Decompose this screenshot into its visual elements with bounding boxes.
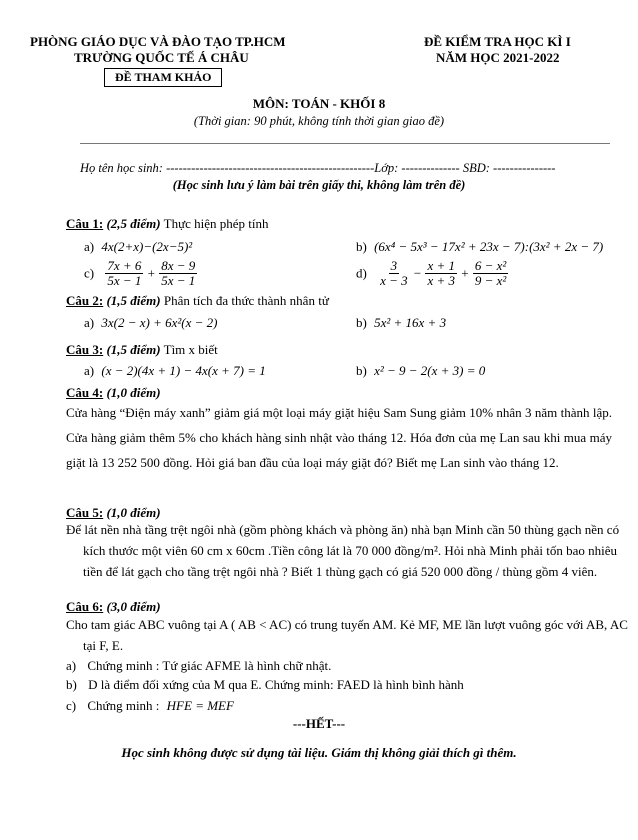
name-label: Họ tên học sinh: [80, 161, 163, 175]
q1c-operator: + [147, 265, 155, 281]
q6-body: Cho tam giác ABC vuông tại A ( AB < AC) có trung tuyến AM. Kẻ MF, ME lần lượt vuông góc với AB, AC tại F, E. [66, 617, 628, 653]
q1d-f2-den: x + 3 [427, 273, 456, 288]
q1a-expression: 4x(2+x)−(2x−5)² [101, 239, 193, 254]
name-blank: -------------------------------------------------- [162, 161, 375, 175]
q2a-label: a) [84, 315, 95, 330]
q1d [356, 259, 509, 288]
q2b-label: b) [356, 315, 367, 330]
divider [80, 143, 610, 144]
q5-label: Câu 5: [66, 505, 104, 520]
q6b [66, 677, 464, 693]
q1d-operator-1: − [413, 265, 422, 281]
q6a [66, 658, 331, 674]
school-name: TRƯỜNG QUỐC TẾ Á CHÂU [74, 50, 249, 65]
q3-points: (1,5 điểm) [106, 342, 161, 357]
q1c-f2-den: 5x − 1 [161, 273, 196, 288]
q1c-fraction-1 [105, 259, 143, 288]
q6b-text: D là điểm đối xứng của M qua E. Chứng minh: FAED là hình bình hành [88, 677, 464, 692]
duration-note: (Thời gian: 90 phút, không tính thời gian giao đề) [193, 114, 445, 128]
q3-heading [66, 342, 218, 358]
q3a [84, 363, 266, 379]
q2a-expression: 3x(2 − x) + 6x²(x − 2) [101, 315, 218, 330]
q1d-fraction-3 [473, 259, 508, 288]
q1d-fraction-2 [425, 259, 457, 288]
q1-label: Câu 1: [66, 216, 104, 231]
q6c-label: c) [66, 698, 77, 713]
q6c [66, 698, 234, 714]
q1c-f1-den: 5x − 1 [107, 273, 142, 288]
q3-label: Câu 3: [66, 342, 104, 357]
q4-body: Cửa hàng “Điện máy xanh” giảm giá một loại máy giặt hiệu Sam Sung giảm 10% nhân 3 năm thành lập. Cửa hàng giảm thêm 5% cho khách hàng sinh nhật vào tháng 12. Hóa đơn của mẹ Lan sau khi mua máy giặt là 13 252 500 đồng. Hỏi giá ban đầu của loại máy giặt đó? Biết mẹ Lan sinh vào tháng 12. [66, 405, 612, 470]
exam-note: (Học sinh lưu ý làm bài trên giấy thi, không làm trên đề) [172, 178, 466, 192]
class-blank: -------------- [398, 161, 460, 175]
q1d-label: d) [356, 265, 367, 281]
q6c-expression: HFE = MEF [166, 698, 234, 713]
q1c-fraction-2 [159, 259, 197, 288]
department-name: PHÒNG GIÁO DỤC VÀ ĐÀO TẠO TP.HCM [30, 34, 286, 49]
q3b-expression: x² − 9 − 2(x + 3) = 0 [374, 363, 486, 378]
end-marker: ---HẾT--- [292, 716, 346, 731]
q1d-f1-den: x − 3 [380, 273, 408, 288]
school-year: NĂM HỌC 2021-2022 [436, 50, 560, 65]
q1b [356, 239, 603, 255]
q2-points: (1,5 điểm) [106, 293, 161, 308]
q6a-label: a) [66, 658, 77, 673]
q3a-expression: (x − 2)(4x + 1) − 4x(x + 7) = 1 [101, 363, 266, 378]
q1c-f1-num: 7x + 6 [107, 258, 142, 273]
sbd-label: SBD: [462, 161, 490, 175]
q1d-f3-num: 6 − x² [474, 258, 507, 273]
footer-note: Học sinh không được sử dụng tài liệu. Giám thị không giải thích gì thêm. [121, 745, 517, 760]
q3a-label: a) [84, 363, 95, 378]
q2a [84, 315, 217, 331]
q6c-text: Chứng minh : [87, 698, 160, 713]
q2-text: Phân tích đa thức thành nhân tử [163, 293, 329, 308]
q6b-label: b) [66, 677, 77, 692]
q1d-operator-2: + [461, 265, 469, 281]
reference-badge: ĐỀ THAM KHẢO [104, 68, 222, 87]
q4-heading [66, 385, 161, 401]
q2-heading [66, 293, 329, 309]
subject-title: MÔN: TOÁN - KHỐI 8 [252, 96, 386, 111]
q3b-label: b) [356, 363, 367, 378]
q6a-text: Chứng minh : Tứ giác AFME là hình chữ nhật. [87, 658, 332, 673]
q1d-f3-den: 9 − x² [474, 273, 507, 288]
q3-text: Tìm x biết [163, 342, 218, 357]
q1d-fraction-1 [378, 259, 410, 288]
q1d-f1-num: 3 [390, 258, 398, 273]
q6-points: (3,0 điểm) [106, 599, 161, 614]
q1b-label: b) [356, 239, 367, 254]
q1d-f2-num: x + 1 [427, 258, 456, 273]
q1c [84, 259, 198, 288]
exam-title: ĐỀ KIỂM TRA HỌC KÌ I [424, 34, 571, 49]
q4-points: (1,0 điểm) [106, 385, 161, 400]
q2-label: Câu 2: [66, 293, 104, 308]
q6-heading [66, 599, 161, 615]
q2b [356, 315, 446, 331]
student-info-line [80, 161, 555, 176]
q2b-expression: 5x² + 16x + 3 [374, 315, 447, 330]
q1b-expression: (6x⁴ − 5x³ − 17x² + 23x − 7):(3x² + 2x − 7) [374, 239, 604, 254]
q1-points: (2,5 điểm) [106, 216, 161, 231]
q1-text: Thực hiện phép tính [163, 216, 269, 231]
q5-points: (1,0 điểm) [106, 505, 161, 520]
q4-label: Câu 4: [66, 385, 104, 400]
q3b [356, 363, 485, 379]
q1c-f2-num: 8x − 9 [161, 258, 196, 273]
class-label: Lớp: [374, 161, 399, 175]
q1a [84, 239, 192, 255]
q1-heading [66, 216, 269, 232]
q1a-label: a) [84, 239, 95, 254]
q6-label: Câu 6: [66, 599, 104, 614]
sbd-blank: --------------- [489, 161, 556, 175]
q5-body: Để lát nền nhà tầng trệt ngôi nhà (gồm phòng khách và phòng ăn) nhà bạn Minh cần 50 thùng gạch nền có kích thước một viên 60 cm x 60cm .Tiền công lát là 70 000 đồng/m². Hỏi nhà Minh phải tốn bao nhiêu tiền để lát gạch cho tầng trệt ngôi nhà ? Biết 1 thùng gạch có giá 520 000 đồng / thùng gồm 4 viên. [66, 522, 620, 579]
q1c-label: c) [84, 265, 95, 281]
